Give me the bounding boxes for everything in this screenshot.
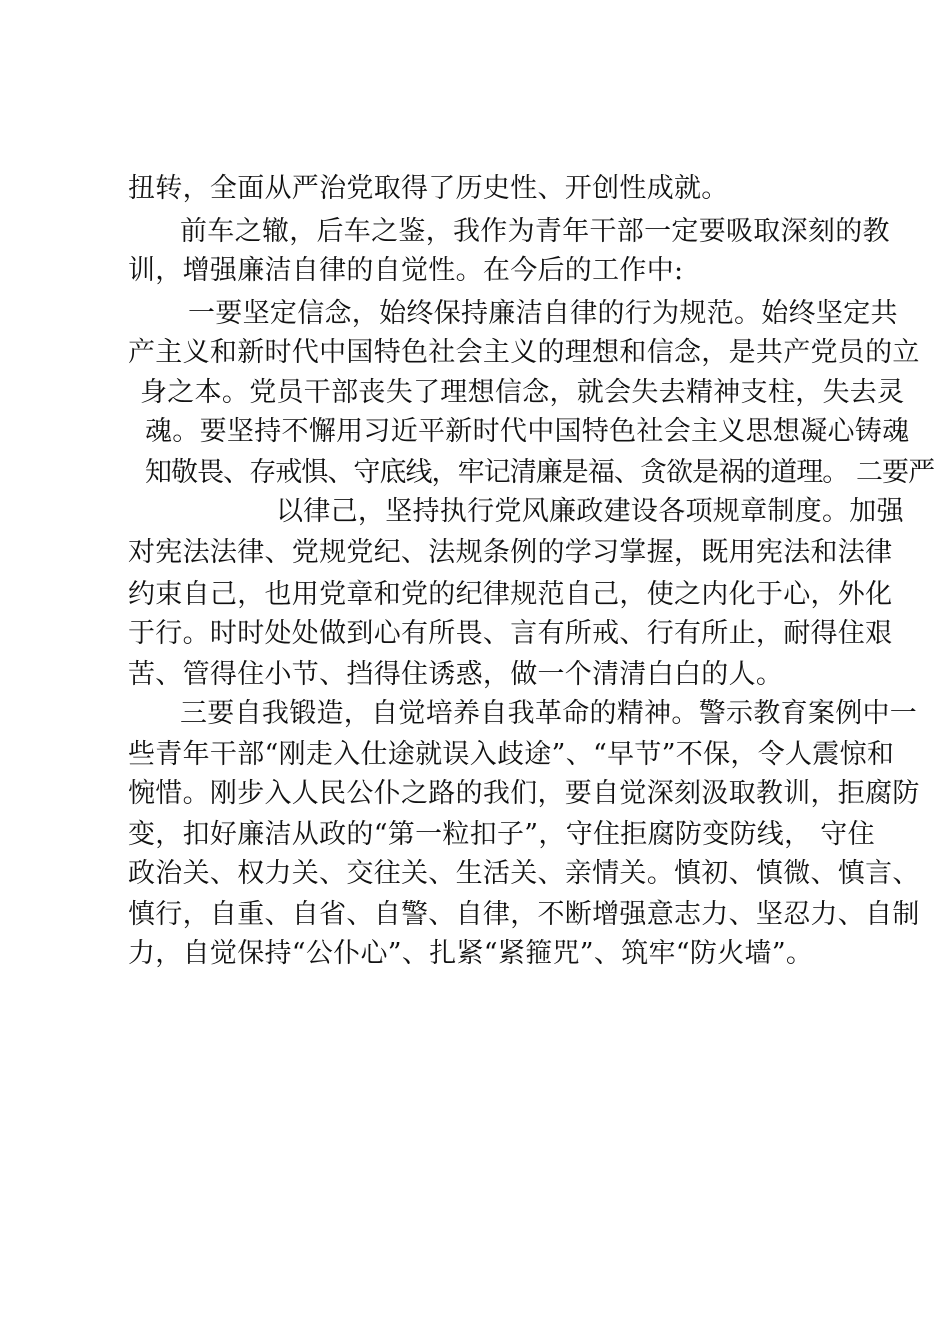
text-line: 些青年干部“刚走入仕途就误入歧途”、“早节”不保，令人震惊和 xyxy=(128,739,895,770)
text-line: 三要自我锻造，自觉培养自我革命的精神。警示教育案例中一 xyxy=(180,698,918,729)
text-line: 变，扣好廉洁从政的“第一粒扣子”，守住拒腐防变防线， 守住 xyxy=(128,819,875,850)
text-line: 政治关、权力关、交往关、生活关、亲情关。慎初、慎微、慎言、 xyxy=(128,858,920,889)
text-line: 苦、管得住小节、挡得住诱惑，做一个清清白白的人。 xyxy=(128,659,784,690)
text-line: 扭转，全面从严治党取得了历史性、开创性成就。 xyxy=(128,173,729,204)
text-line: 训，增强廉洁自律的自觉性。在今后的工作中: xyxy=(128,255,684,286)
text-line: 慎行，自重、自省、自警、自律，不断增强意志力、坚忍力、自制 xyxy=(128,899,920,930)
text-line: 一要坚定信念，始终保持廉洁自律的行为规范。始终坚定共 xyxy=(188,298,898,329)
text-line: 力，自觉保持“公仆心”、扎紧“紧箍咒”、筑牢“防火墙”。 xyxy=(128,938,814,969)
text-line: 对宪法法律、党规党纪、法规条例的学习掌握，既用宪法和法律 xyxy=(128,537,893,568)
text-line: 身之本。党员干部丧失了理想信念，就会失去精神支柱，失去灵 xyxy=(140,377,905,408)
text-line: 惋惜。刚步入人民公仆之路的我们，要自觉深刻汲取教训，拒腐防 xyxy=(128,778,920,809)
text-line: 产主义和新时代中国特色社会主义的理想和信念，是共产党员的立 xyxy=(128,337,920,368)
text-line: 魂。要坚持不懈用习近平新时代中国特色社会主义思想凝心铸魂 xyxy=(145,416,910,447)
text-line: 知敬畏、存戒惧、守底线，牢记清廉是福、贪欲是祸的道理。 二要严 xyxy=(145,457,935,488)
text-line: 以律己，坚持执行党风廉政建设各项规章制度。加强 xyxy=(276,496,904,527)
text-line: 约束自己，也用党章和党的纪律规范自己，使之内化于心，外化 xyxy=(128,579,893,610)
text-line: 于行。时时处处做到心有所畏、言有所戒、行有所止，耐得住艰 xyxy=(128,618,893,649)
text-line: 前车之辙，后车之鉴，我作为青年干部一定要吸取深刻的教 xyxy=(180,216,890,247)
